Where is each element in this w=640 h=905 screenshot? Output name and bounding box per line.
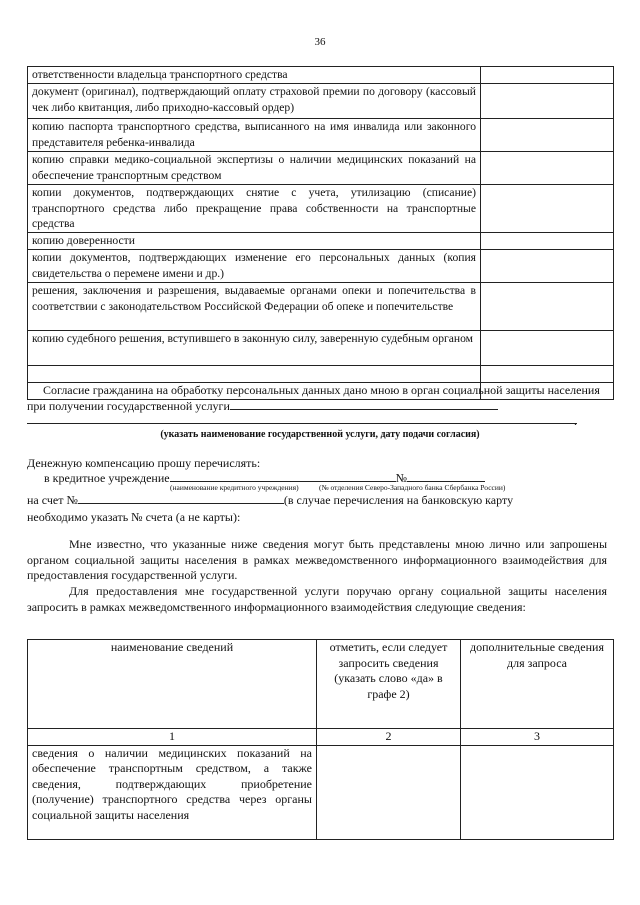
table-row: [28, 366, 614, 383]
consent-caption: (указать наименование государственной услуги, дату подачи согласия): [160, 429, 480, 440]
table-row: [28, 233, 614, 250]
document-item[interactable]: [28, 366, 481, 383]
document-item: документ (оригинал), подтверждающий оплату страховой премии по договору (кассовый чек либо квитанция, либо приходно-кассовый ордер): [28, 84, 481, 119]
consent-text: Согласие гражданина на обработку персональных данных дано мною в орган социальной защиты населения при получении государственной услуги: [27, 383, 600, 413]
table-row: [28, 185, 614, 233]
extra-info-cell[interactable]: [461, 745, 614, 839]
account-note: (в случае перечисления на банковскую карту: [283, 493, 514, 507]
branch-number-field[interactable]: [407, 481, 485, 482]
consent-end-dot: .: [574, 414, 577, 428]
header-extra: дополнительные сведения для запроса: [461, 640, 614, 729]
account-note-line: необходимо указать № счета (а не карты):: [27, 510, 241, 524]
info-name-cell: сведения о наличии медицинских показаний на обеспечение транспортным средством, а также сведения, подтверждающих приобретение (получение) транспортного средства через органы социальной защиты населения: [28, 745, 317, 839]
document-item: копию судебного решения, вступившего в законную силу, заверенную судебным органом: [28, 331, 481, 366]
column-number: 2: [317, 729, 461, 746]
document-item: решения, заключения и разрешения, выдаваемые органами опеки и попечительства в соответствии с законодательством Российской Федерации об опеке и попечительстве: [28, 283, 481, 331]
document-mark-cell[interactable]: [481, 119, 614, 152]
table-row: [28, 745, 614, 839]
documents-table: [27, 66, 614, 400]
account-number-field[interactable]: [78, 503, 284, 504]
header-mark: отметить, если следует запросить сведения (указать слово «да» в графе 2): [317, 640, 461, 729]
table-number-row: [28, 729, 614, 746]
table-row: [28, 250, 614, 283]
table-row: [28, 119, 614, 152]
document-item: копии документов, подтверждающих снятие с учета, утилизацию (списание) транспортного средства либо прекращение права собственности на транспортные средства: [28, 185, 481, 233]
consent-statement: [27, 382, 607, 414]
document-item: копию паспорта транспортного средства, выписанного на имя инвалида или законного представителя ребенка-инвалида: [28, 119, 481, 152]
document-item: копию справки медико-социальной экспертизы о наличии медицинских показаний на обеспечение транспортным средством: [28, 152, 481, 185]
compensation-title: Денежную компенсацию прошу перечислять:: [27, 456, 261, 470]
document-mark-cell[interactable]: [481, 84, 614, 119]
bank-name-field[interactable]: [170, 481, 396, 482]
table-row: [28, 84, 614, 119]
document-mark-cell[interactable]: [481, 152, 614, 185]
account-label: на счет №: [27, 493, 78, 507]
number-sign: №: [395, 471, 408, 485]
document-item: ответственности владельца транспортного средства: [28, 67, 481, 84]
document-mark-cell[interactable]: [481, 250, 614, 283]
service-name-field[interactable]: [230, 409, 498, 410]
document-mark-cell[interactable]: [481, 185, 614, 233]
table-row: [28, 331, 614, 366]
document-item: копию доверенности: [28, 233, 481, 250]
table-row: [28, 152, 614, 185]
request-paragraph: Для предоставления мне государственной услуги поручаю органу социальной защиты населения запросить в рамках межведомственного информационного взаимодействия следующие сведения:: [27, 584, 607, 614]
column-number: 3: [461, 729, 614, 746]
document-mark-cell[interactable]: [481, 366, 614, 383]
request-table: [27, 639, 614, 840]
service-date-field[interactable]: [27, 423, 577, 424]
document-mark-cell[interactable]: [481, 233, 614, 250]
info-paragraph: Мне известно, что указанные ниже сведения могут быть представлены мною лично или запрошены органом социальной защиты населения в рамках межведомственного информационного взаимодействия для предоставления государственной услуги.: [27, 537, 607, 582]
mark-cell[interactable]: [317, 745, 461, 839]
page-number: 36: [314, 36, 326, 48]
bank-caption: (наименование кредитного учреждения): [170, 483, 299, 492]
document-item: копии документов, подтверждающих изменение его персональных данных (копия свидетельства о перемене имени и др.): [28, 250, 481, 283]
table-row: [28, 67, 614, 84]
document-mark-cell[interactable]: [481, 283, 614, 331]
column-number: 1: [28, 729, 317, 746]
branch-caption: (№ отделения Северо-Западного банка Сбербанка России): [319, 483, 506, 492]
document-mark-cell[interactable]: [481, 331, 614, 366]
account-line: [27, 492, 607, 508]
bank-label: в кредитное учреждение: [44, 471, 170, 485]
table-row: [28, 283, 614, 331]
table-header-row: [28, 640, 614, 729]
document-mark-cell[interactable]: [481, 67, 614, 84]
header-info-name: наименование сведений: [28, 640, 317, 729]
